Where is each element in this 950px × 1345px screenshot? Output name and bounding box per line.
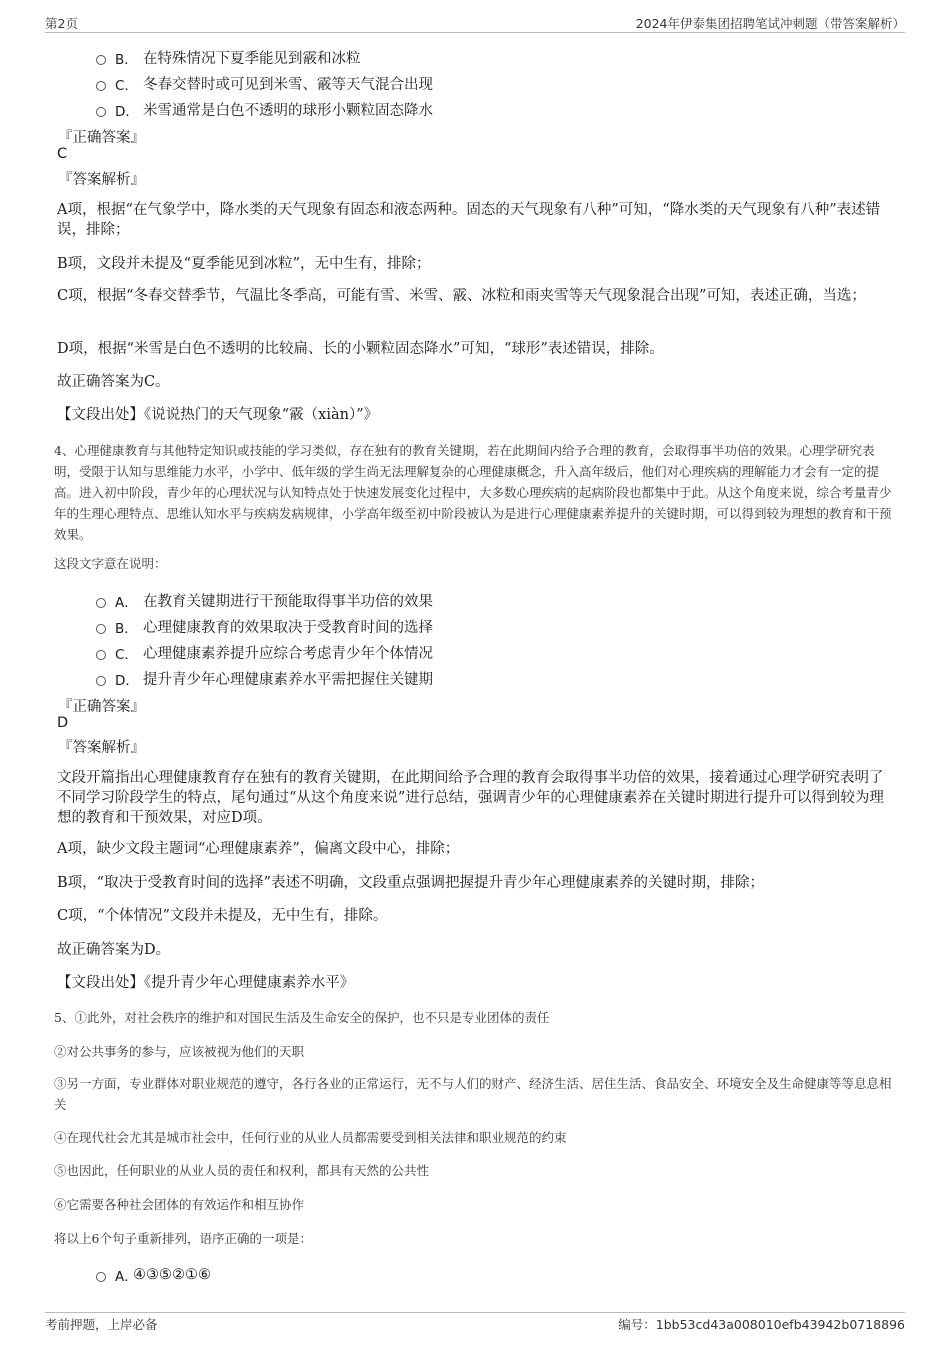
q4-option-b[interactable]: B． 心理健康教育的效果取决于受教育时间的选择 (96, 616, 433, 637)
analysis-paragraph: B项，文段并未提及“夏季能见到冰粒”，无中生有，排除； (57, 256, 431, 272)
q3-option-c[interactable]: C． 冬春交替时或可见到米雪、霰等天气混合出现 (96, 73, 433, 94)
radio-icon[interactable] (96, 107, 106, 117)
analysis-conclusion: 故正确答案为C。 (57, 374, 170, 390)
page-footer (45, 1312, 905, 1335)
analysis-conclusion: 故正确答案为D。 (57, 942, 171, 958)
sentence-5: ⑤也因此，任何职业的从业人员的责任和权利，都具有天然的公共性 (54, 1163, 430, 1178)
sentence-4: ④在现代社会尤其是城市社会中，任何行业的从业人员都需要受到相关法律和职业规范的约束 (54, 1130, 567, 1145)
radio-icon[interactable] (96, 1272, 106, 1282)
analysis-paragraph: B项，“取决于受教育时间的选择”表述不明确，文段重点强调把握提升青少年心理健康素养的关键时期，排除； (57, 875, 764, 891)
analysis-paragraph: A项，根据“在气象学中，降水类的天气现象有固态和液态两种。固态的天气现象有八种”可知，“降水类的天气现象有八种”表述错误，排除； (57, 202, 881, 238)
radio-icon[interactable] (96, 624, 106, 634)
footer-slogan: 考前押题，上岸必备 (45, 1317, 158, 1332)
radio-icon[interactable] (96, 598, 106, 608)
question-prompt: 将以上6个句子重新排列，语序正确的一项是： (54, 1231, 312, 1246)
correct-answer: D (57, 715, 69, 731)
analysis-paragraph: A项，缺少文段主题词“心理健康素养”，偏离文段中心，排除； (57, 841, 460, 857)
sentence-2: ②对公共事务的参与，应该被视为他们的天职 (54, 1044, 305, 1059)
analysis-paragraph: C项，根据“冬春交替季节，气温比冬季高，可能有雪、米雪、霰、冰粒和雨夹雪等天气现象混合出现”可知，表述正确，当选； (57, 288, 866, 304)
analysis-paragraph: 文段开篇指出心理健康教育存在独有的教育关键期，在此期间给予合理的教育会取得事半功倍的效果，接着通过心理学研究表明了不同学习阶段学生的特点，尾句通过“从这个角度来说”进行总结，强调青少年的心理健康素养在关键时期进行提升可以得到较为理想的教育和干预效果，对应D项。 (57, 770, 884, 826)
document-title: 2024年伊泰集团招聘笔试冲刺题（带答案解析） (635, 16, 905, 31)
q3-option-b[interactable]: B． 在特殊情况下夏季能见到霰和冰粒 (96, 47, 361, 68)
radio-icon[interactable] (96, 676, 106, 686)
correct-answer-label: 『正确答案』 (58, 130, 145, 146)
source-citation: 【文段出处】《提升青少年心理健康素养水平》 (57, 975, 355, 991)
source-citation: 【文段出处】《说说热门的天气现象“霰（xiàn）”》 (57, 407, 379, 423)
page-header (45, 14, 905, 33)
q4-option-a[interactable]: A． 在教育关键期进行干预能取得事半功倍的效果 (96, 590, 433, 611)
analysis-paragraph: D项，根据“米雪是白色不透明的比较扁、长的小颗粒固态降水”可知，“球形”表述错误，排除。 (57, 341, 664, 357)
q4-option-d[interactable]: D． 提升青少年心理健康素养水平需把握住关键期 (96, 668, 433, 689)
page-number: 第2页 (45, 16, 78, 31)
q5-option-a[interactable]: A． ④③⑤②①⑥ (96, 1265, 211, 1285)
q3-option-d[interactable]: D． 米雪通常是白色不透明的球形小颗粒固态降水 (96, 99, 433, 120)
analysis-label: 『答案解析』 (58, 740, 145, 756)
radio-icon[interactable] (96, 55, 106, 65)
radio-icon[interactable] (96, 81, 106, 91)
sentence-6: ⑥它需要各种社会团体的有效运作和相互协作 (54, 1197, 305, 1212)
sentence-1: 5、①此外，对社会秩序的维护和对国民生活及生命安全的保护，也不只是专业团体的责任 (54, 1010, 550, 1025)
question-stem: 4、心理健康教育与其他特定知识或技能的学习类似，存在独有的教育关键期，若在此期间内给予合理的教育，会取得事半功倍的效果。心理学研究表明，受限于认知与思维能力水平，小学中、低年级的学生尚无法理解复杂的心理健康概念，升入高年级后，他们对心理疾病的理解能力才会有一定的提高。进入初中阶段，青少年的心理状况与认知特点处于快速发展变化过程中，大多数心理疾病的起病阶段也都集中于此。从这个角度来说，综合考量青少年的生理心理特点、思维认知水平与疾病发病规律，小学高年级至初中阶段被认为是进行心理健康素养提升的关键时期，可以得到较为理想的教育和干预效果。 (54, 443, 892, 542)
radio-icon[interactable] (96, 650, 106, 660)
analysis-label: 『答案解析』 (58, 172, 145, 188)
sentence-3: ③另一方面，专业群体对职业规范的遵守，各行各业的正常运行，无不与人们的财产、经济生活、居住生活、食品安全、环境安全及生命健康等等息息相关 (54, 1076, 892, 1112)
correct-answer: C (57, 146, 68, 162)
document-id: 编号：1bb53cd43a008010efb43942b0718896 (618, 1317, 905, 1332)
correct-answer-label: 『正确答案』 (58, 699, 145, 715)
analysis-paragraph: C项，“个体情况”文段并未提及，无中生有，排除。 (57, 908, 388, 924)
q4-option-c[interactable]: C． 心理健康素养提升应综合考虑青少年个体情况 (96, 642, 433, 663)
question-prompt: 这段文字意在说明： (54, 556, 167, 571)
